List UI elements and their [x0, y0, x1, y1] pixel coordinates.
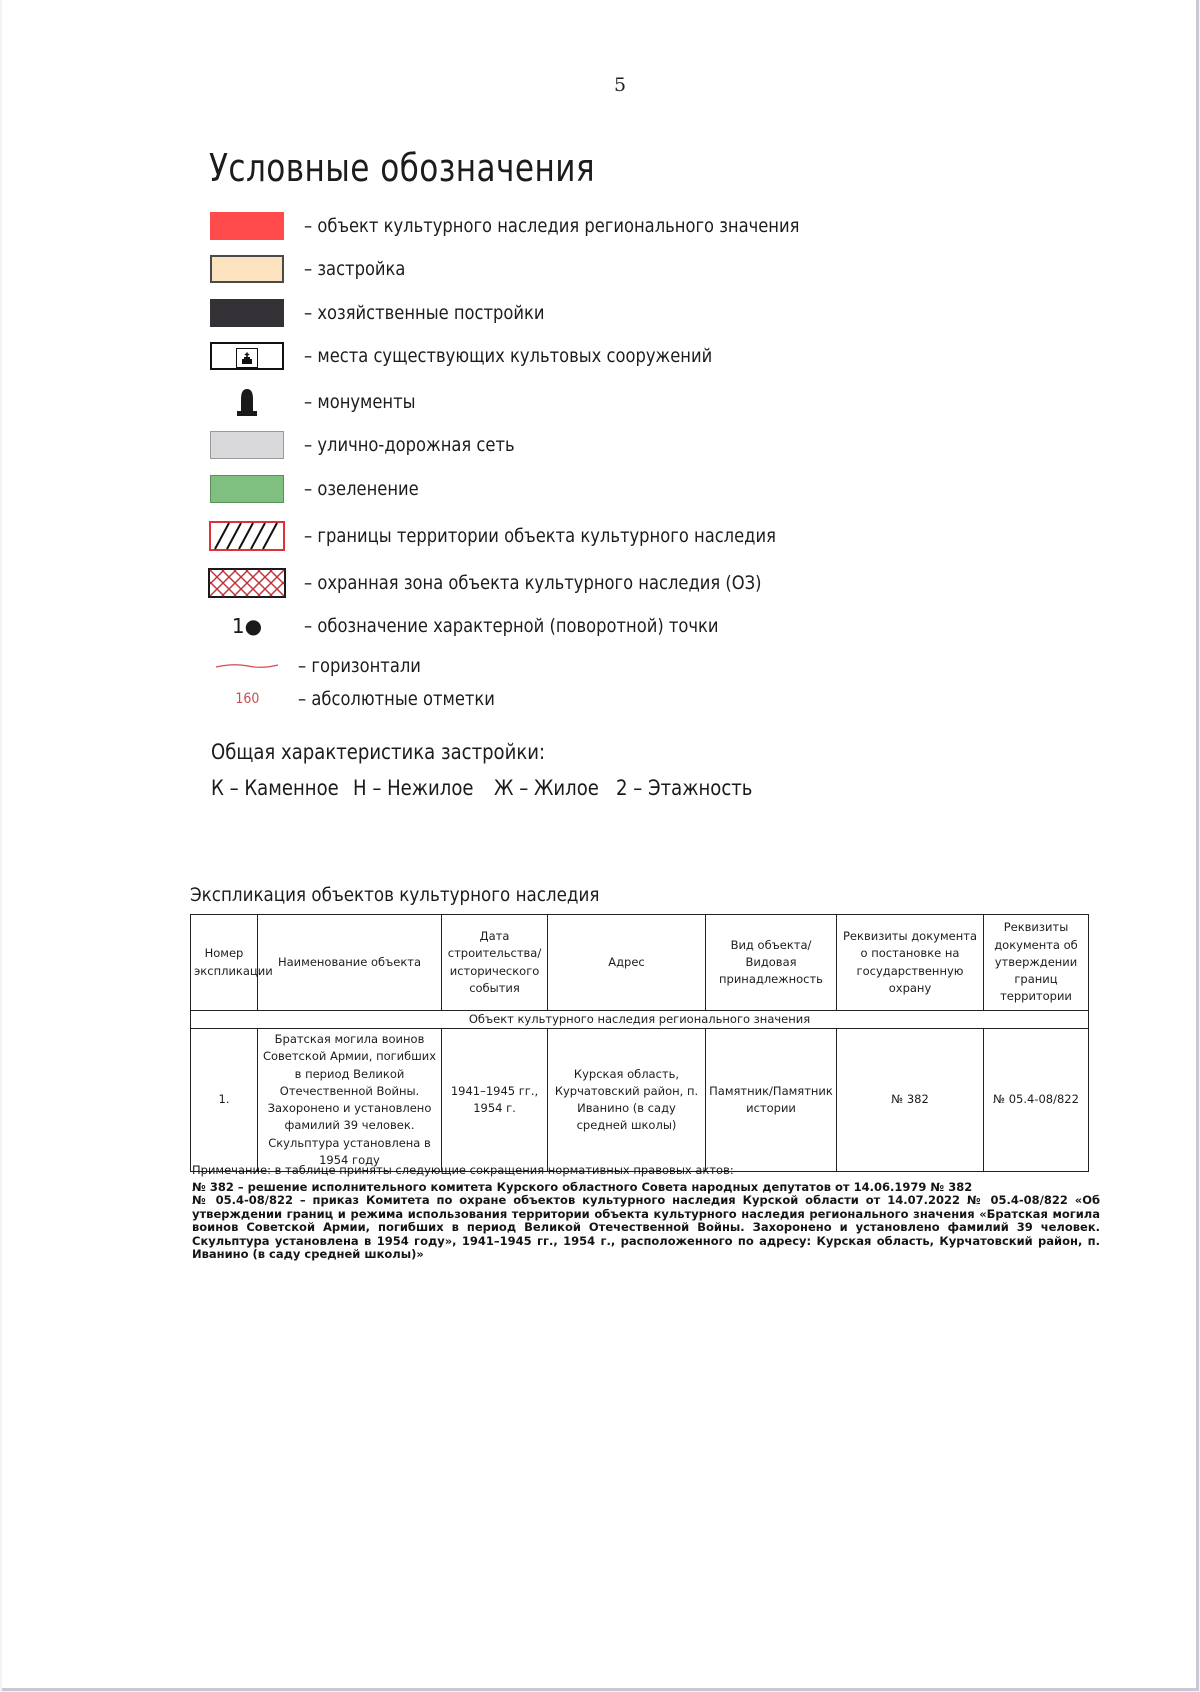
legend-item	[208, 520, 1008, 560]
elevation-label-text: 160	[234, 691, 260, 707]
table-header-cell: Дата строительства/исторического события	[442, 915, 548, 1011]
table-cell-protection-doc: № 382	[837, 1029, 984, 1172]
legend-item-label: – места существующих культовых сооружений	[304, 345, 713, 367]
table-header-cell: Реквизиты документа о постановке на государственную охрану	[837, 915, 984, 1011]
point-marker	[208, 610, 286, 642]
monument-icon	[208, 386, 286, 418]
legend-item	[208, 210, 1008, 250]
table-cell-number: 1.	[191, 1029, 258, 1172]
contour-line	[208, 650, 286, 682]
building-characteristics-title: Общая характеристика застройки:	[211, 740, 546, 764]
legend-item-label: – обозначение характерной (поворотной) точки	[304, 615, 719, 637]
diagonal-hatch-swatch	[208, 520, 286, 552]
legend-item-label: – объект культурного наследия регионального значения	[304, 215, 800, 237]
gray-fill-swatch	[208, 429, 286, 461]
abbreviation-item: Ж – Жилое	[494, 776, 599, 800]
table-row	[191, 1029, 1089, 1172]
abbreviation-item: Н – Нежилое	[353, 776, 474, 800]
legend-item	[208, 253, 1008, 293]
notes-block	[192, 1164, 1100, 1262]
table-cell-type: Памятник/Памятник истории	[706, 1029, 837, 1172]
legend-item	[208, 429, 1008, 469]
legend-item-label: – монументы	[304, 391, 416, 413]
explication-table	[190, 914, 1089, 1172]
legend-item-label: – границы территории объекта культурного наследия	[304, 525, 776, 547]
table-cell-date: 1941–1945 гг., 1954 г.	[442, 1029, 548, 1172]
legend-item	[208, 610, 1008, 650]
elevation-label	[208, 683, 286, 715]
table-header-cell: Вид объекта/Видовая принадлежность	[706, 915, 837, 1011]
explication-title: Экспликация объектов культурного наследия	[190, 884, 600, 906]
red-fill-swatch	[208, 210, 286, 242]
dark-fill-swatch	[208, 297, 286, 329]
church-box-icon	[208, 340, 286, 372]
table-header-cell: Реквизиты документа об утверждении границ территории	[984, 915, 1089, 1011]
legend-item	[208, 473, 1008, 513]
legend-item-label: – абсолютные отметки	[298, 688, 495, 710]
table-cell-boundaries-doc: № 05.4-08/822	[984, 1029, 1089, 1172]
legend-item	[208, 567, 1008, 607]
table-header-cell: Наименование объекта	[258, 915, 442, 1011]
legend-item-label: – застройка	[304, 258, 406, 280]
legend-item	[208, 297, 1008, 337]
legend-item-label: – улично-дорожная сеть	[304, 434, 515, 456]
table-header-cell: Адрес	[548, 915, 706, 1011]
cross-hatch-swatch	[208, 567, 286, 599]
legend-item	[208, 683, 1008, 723]
document-page	[2, 0, 1199, 1691]
legend-item	[208, 340, 1008, 380]
legend-item-label: – охранная зона объекта культурного наследия (ОЗ)	[304, 572, 762, 594]
legend-item-label: – горизонтали	[298, 655, 421, 677]
table-header-cell: Номер экспликации	[191, 915, 258, 1011]
table-cell-name: Братская могила воинов Советской Армии, погибших в период Великой Отечественной Войны. Захоронено и установлено фамилий 39 человек. Скульптура установлена в 1954 году	[258, 1029, 442, 1172]
notes-item: № 382 – решение исполнительного комитета Курского областного Совета народных депутатов от 14.06.1979 № 382	[192, 1179, 973, 1194]
abbreviation-item: К – Каменное	[211, 776, 339, 800]
table-group-row	[191, 1011, 1089, 1029]
green-fill-swatch	[208, 473, 286, 505]
notes-intro: Примечание: в таблице приняты следующие сокращения нормативных правовых актов:	[192, 1163, 734, 1177]
abbreviation-item: 2 – Этажность	[616, 776, 753, 800]
page-number: 5	[614, 74, 627, 96]
legend-item-label: – озеленение	[304, 478, 419, 500]
notes-item: № 05.4-08/822 – приказ Комитета по охране объектов культурного наследия Курской области от 14.07.2022 № 05.4-08/822 «Об утверждении границ и режима использования территории объекта культурного наследия регионального значения «Братская могила воинов Советской Армии, погибших в период Великой Отечественной Войны. Захоронено и установлено фамилий 39 человек. Скульптура установлена в 1954 году», 1941–1945 гг., 1954 г., расположенного по адресу: Курская область, Курчатовский район, п. Иванино (в саду средней школы)»	[192, 1193, 1100, 1262]
legend-title: Условные обозначения	[209, 146, 596, 190]
table-cell-address: Курская область, Курчатовский район, п. Иванино (в саду средней школы)	[548, 1029, 706, 1172]
peach-fill-swatch	[208, 253, 286, 285]
table-header-row	[191, 915, 1089, 1011]
legend-item	[208, 386, 1008, 426]
legend-item-label: – хозяйственные постройки	[304, 302, 545, 324]
point-marker-label: 1●	[231, 614, 263, 638]
table-group-label: Объект культурного наследия регионального значения	[191, 1011, 1089, 1029]
